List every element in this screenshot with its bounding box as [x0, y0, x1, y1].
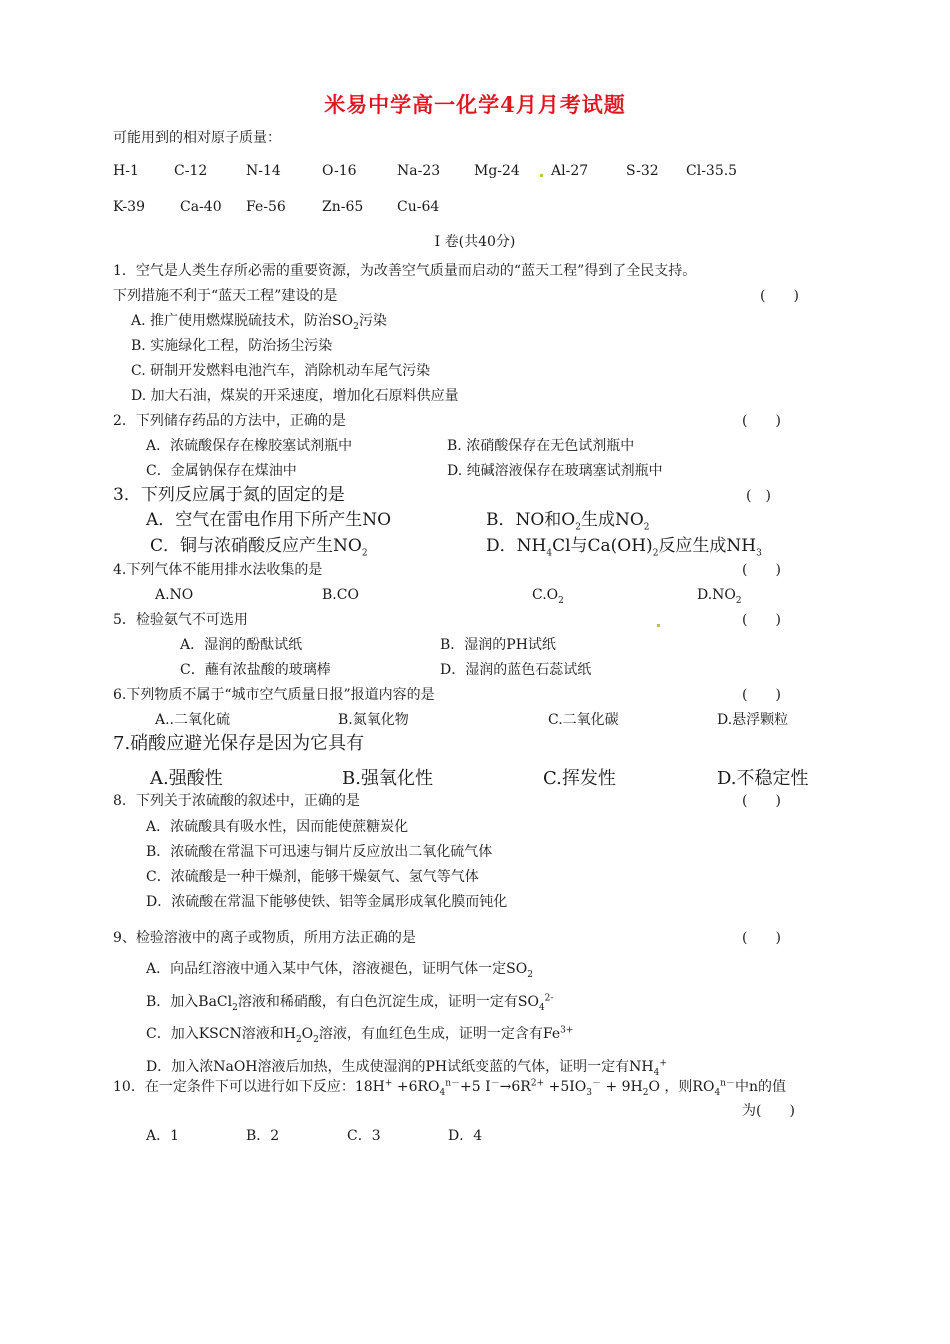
q5-option-a: A．湿润的酚酞试纸	[180, 637, 303, 653]
q4-answer-bracket: ( )	[742, 562, 781, 578]
q8-option-a: A．浓硫酸具有吸水性，因而能使蔗糖炭化	[146, 819, 409, 835]
q4-stem: 4.下列气体不能用排水法收集的是	[113, 562, 323, 578]
atomic-mass-n: N-14	[246, 163, 281, 179]
q4-option-c: $C.O_2$	[532, 587, 564, 606]
q9-answer-bracket: ( )	[742, 930, 781, 946]
q7-option-d: D.不稳定性	[717, 768, 809, 789]
atomic-mass-s: S-32	[626, 163, 659, 179]
q4-option-a: A.NO	[155, 587, 194, 603]
q7-option-b: B.强氧化性	[342, 768, 433, 789]
q3-option-c: C．铜与浓硝酸反应产生$NO_2$	[150, 536, 368, 559]
q10-stem-line2: 为( )	[742, 1103, 795, 1119]
q1-answer-bracket: ( )	[760, 288, 799, 304]
q5-option-d: D．湿润的蓝色石蕊试纸	[440, 662, 592, 678]
q6-option-b: B.氮氧化物	[338, 712, 409, 728]
q3-option-b: B．NO和$O_2$生成$NO_2$	[486, 510, 650, 533]
q5-answer-bracket: ( )	[742, 612, 781, 628]
q5-option-c: C．蘸有浓盐酸的玻璃棒	[180, 662, 331, 678]
q9-option-a: A．向品红溶液中通入某中气体，溶液褪色，证明气体一定$SO_2$	[146, 961, 533, 980]
q10-option-c: C．3	[347, 1128, 381, 1144]
q9-option-c: C．加入KSCN溶液和$H_2O_2$溶液，有血红色生成，证明一定含有$Fe^{3+}$	[146, 1025, 574, 1045]
atomic-mass-mg: Mg-24	[474, 163, 520, 179]
q10-option-a: A．1	[146, 1128, 180, 1144]
q2-answer-bracket: ( )	[742, 413, 781, 429]
q2-option-b: B. 浓硝酸保存在无色试剂瓶中	[447, 438, 635, 454]
q7-stem: 7.硝酸应避光保存是因为它具有	[113, 733, 365, 754]
q1-stem-line1: 1．空气是人类生存所必需的重要资源，为改善空气质量而启动的“蓝天工程”得到了全民支持。	[113, 263, 697, 279]
atomic-mass-cu: Cu-64	[397, 199, 440, 215]
q5-option-b: B．湿润的PH试纸	[440, 637, 556, 653]
q3-option-a: A．空气在雷电作用下所产生NO	[146, 510, 392, 530]
q9-option-b: B．加入BaCl$_2$溶液和稀硝酸，有白色沉淀生成，证明一定有$SO_4^{2-}$	[146, 993, 554, 1013]
q1-option-c: C. 研制开发燃料电池汽车，消除机动车尾气污染	[131, 363, 431, 379]
q3-answer-bracket: ( )	[746, 488, 771, 504]
atomic-mass-al: Al-27	[551, 163, 589, 179]
atomic-mass-zn: Zn-65	[322, 199, 364, 215]
q7-option-c: C.挥发性	[543, 768, 616, 789]
q10-stem: 10．在一定条件下可以进行如下反应：$18H^+ +6RO_4^{n-}+5$ $I^-\to 6R^{2+} +5IO_3^- + 9H_2O$ ，则$RO_4^{n-}$中n的值	[113, 1078, 786, 1098]
atomic-mass-ca: Ca-40	[180, 199, 222, 215]
q10-option-b: B．2	[246, 1128, 280, 1144]
q2-option-c: C．金属钠保存在煤油中	[146, 463, 297, 479]
q9-option-d: D．加入浓NaOH溶液后加热，生成使湿润的PH试纸变蓝的气体，证明一定有$NH_4^+$	[146, 1058, 667, 1078]
q9-stem: 9、检验溶液中的离子或物质，所用方法正确的是	[113, 930, 416, 946]
q4-option-d: $D.NO_2$	[697, 587, 742, 606]
q6-answer-bracket: ( )	[742, 687, 781, 703]
atomic-mass-fe: Fe-56	[246, 199, 286, 215]
q1-stem-line2: 下列措施不利于“蓝天工程”建设的是	[113, 288, 338, 304]
q7-option-a: A.强酸性	[150, 768, 223, 789]
atomic-mass-c: C-12	[174, 163, 208, 179]
q1-option-d: D. 加大石油，煤炭的开采速度，增加化石原料供应量	[131, 388, 459, 404]
q1-option-b: B. 实施绿化工程，防治扬尘污染	[131, 338, 333, 354]
q4-option-b: B.CO	[322, 587, 359, 603]
q3-stem: 3．下列反应属于氮的固定的是	[113, 485, 345, 505]
q2-stem: 2．下列储存药品的方法中，正确的是	[113, 413, 346, 429]
q10-option-d: D．4	[448, 1128, 483, 1144]
q2-option-a: A．浓硫酸保存在橡胶塞试剂瓶中	[146, 438, 353, 454]
q8-option-d: D．浓硫酸在常温下能够使铁、铝等金属形成氧化膜而钝化	[146, 894, 508, 910]
atomic-mass-o: O-16	[322, 163, 357, 179]
q6-option-c: C.二氧化碳	[548, 712, 619, 728]
q6-stem: 6.下列物质不属于“城市空气质量日报”报道内容的是	[113, 687, 435, 703]
section-heading: Ⅰ 卷(共40分)	[434, 234, 516, 250]
atomic-mass-k: K-39	[113, 199, 145, 215]
q8-answer-bracket: ( )	[742, 793, 781, 809]
atomic-mass-label: 可能用到的相对原子质量：	[113, 130, 281, 146]
q1-option-a: A. 推广使用燃煤脱硫技术，防治$SO_2$污染	[131, 313, 387, 332]
stray-dot	[657, 624, 660, 627]
q8-option-c: C．浓硫酸是一种干燥剂，能够干燥氨气、氢气等气体	[146, 869, 479, 885]
q5-stem: 5．检验氨气不可选用	[113, 612, 248, 628]
q6-option-d: D.悬浮颗粒	[717, 712, 789, 728]
atomic-mass-na: Na-23	[397, 163, 441, 179]
q6-option-a: A..二氧化硫	[155, 712, 231, 728]
atomic-mass-cl: Cl-35.5	[686, 163, 738, 179]
stray-dot	[540, 174, 543, 177]
q3-option-d: D．$NH_4Cl$与$Ca(OH)_2$反应生成$NH_3$	[486, 536, 762, 559]
atomic-mass-h: H-1	[113, 163, 139, 179]
q8-stem: 8．下列关于浓硫酸的叙述中，正确的是	[113, 793, 360, 809]
page-title: 米易中学高一化学4月月考试题	[324, 92, 626, 117]
q8-option-b: B．浓硫酸在常温下可迅速与铜片反应放出二氧化硫气体	[146, 844, 493, 860]
q2-option-d: D. 纯碱溶液保存在玻璃塞试剂瓶中	[447, 463, 663, 479]
